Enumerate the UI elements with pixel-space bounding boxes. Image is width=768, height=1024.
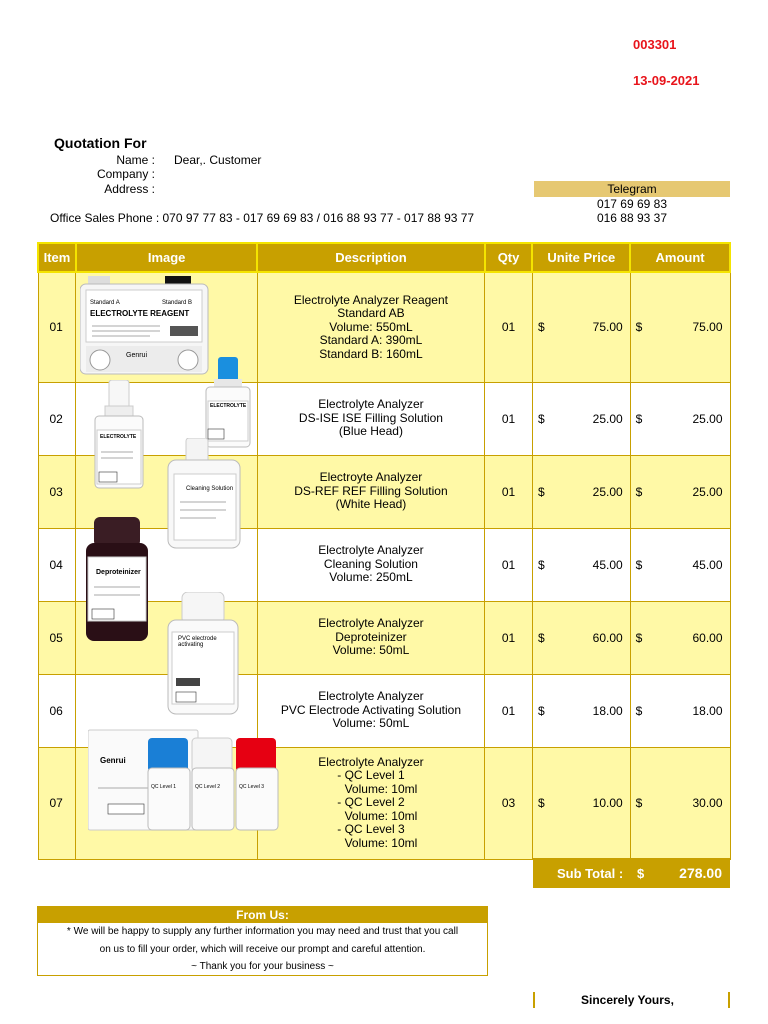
description-line: Volume: 10ml <box>344 835 418 850</box>
address-label: Address : <box>104 182 155 196</box>
description-line: Volume: 550mL <box>329 319 413 334</box>
currency-symbol: $ <box>537 703 545 718</box>
description-line: Electroyte Analyzer <box>319 470 423 485</box>
qty-cell: 03 <box>485 747 533 859</box>
unit-price: 10.00 <box>592 796 623 810</box>
currency-symbol: $ <box>537 484 545 499</box>
reagent-brand-label: Genrui <box>126 352 148 359</box>
product-image-cleaning-solution <box>166 438 242 550</box>
description-cell <box>257 382 484 455</box>
unit-price-cell <box>532 455 630 528</box>
item-number: 02 <box>38 382 76 455</box>
description-line: Deproteinizer <box>335 629 407 644</box>
description-line: DS-REF REF Filling Solution <box>294 483 448 498</box>
header-item: Item <box>38 243 76 272</box>
amount: 30.00 <box>692 796 723 810</box>
unit-price-cell <box>532 272 630 382</box>
qc-level-1-label: QC Level 1 <box>151 784 177 790</box>
header-qty: Qty <box>485 243 533 272</box>
qc-level-3-label: QC Level 3 <box>239 784 265 790</box>
description-line: - QC Level 3 <box>337 822 405 837</box>
unit-price: 60.00 <box>592 630 623 645</box>
unit-price: 25.00 <box>592 411 623 426</box>
currency-symbol: $ <box>537 320 545 335</box>
ise-label: ELECTROLYTE <box>210 403 247 409</box>
description-line: Electrolyte Analyzer <box>318 754 424 769</box>
unit-price-cell <box>532 747 630 859</box>
item-number: 04 <box>38 528 76 601</box>
amount-cell <box>630 674 730 747</box>
unit-price: 45.00 <box>592 557 623 572</box>
description-cell <box>257 272 484 382</box>
description-cell <box>257 674 484 747</box>
description-line: - QC Level 2 <box>337 795 405 810</box>
description-line: DS-ISE ISE Filling Solution <box>298 410 443 425</box>
subtotal-currency: $ <box>637 866 645 881</box>
description-cell <box>257 455 484 528</box>
subtotal-value: 278.00 <box>679 865 722 881</box>
description-line: (White Head) <box>335 497 407 512</box>
unit-price: 25.00 <box>592 484 623 499</box>
description-line: Electrolyte Analyzer <box>318 397 424 412</box>
description-line: Volume: 10ml <box>344 781 418 796</box>
amount-cell <box>630 601 730 674</box>
currency-symbol: $ <box>537 796 545 810</box>
currency-symbol: $ <box>635 630 643 645</box>
qc-brand-label: Genrui <box>100 756 126 765</box>
amount-cell <box>630 272 730 382</box>
signoff-divider-left <box>533 992 535 1008</box>
item-number: 05 <box>38 601 76 674</box>
description-line: Volume: 50mL <box>332 716 410 731</box>
reagent-std-a-label: Standard A <box>90 300 120 306</box>
unit-price-cell <box>532 382 630 455</box>
telegram-number-2: 016 88 93 37 <box>596 211 668 225</box>
item-number: 06 <box>38 674 76 747</box>
item-number: 03 <box>38 455 76 528</box>
unit-price-cell <box>532 601 630 674</box>
currency-symbol: $ <box>537 557 545 572</box>
cleaning-label: Cleaning Solution <box>186 486 234 492</box>
header-amount: Amount <box>630 243 730 272</box>
amount-cell <box>630 455 730 528</box>
amount-cell <box>630 528 730 601</box>
description-cell <box>257 601 484 674</box>
description-line: (Blue Head) <box>338 424 403 439</box>
qty-cell: 01 <box>485 601 533 674</box>
description-line: Standard AB <box>337 306 405 320</box>
currency-symbol: $ <box>635 557 643 572</box>
currency-symbol: $ <box>635 484 643 499</box>
product-image-deproteinizer <box>84 517 150 643</box>
description-cell <box>257 528 484 601</box>
signoff-divider-right <box>728 992 730 1008</box>
amount: 75.00 <box>692 320 723 335</box>
telegram-label: Telegram <box>534 181 730 197</box>
qty-cell: 01 <box>485 455 533 528</box>
table-header-row <box>38 243 730 272</box>
header-unit-price: Unite Price <box>532 243 630 272</box>
description-line: Electrolyte Analyzer <box>318 689 424 704</box>
reagent-title-label: ELECTROLYTE REAGENT <box>90 309 190 318</box>
description-line: Volume: 250mL <box>329 570 413 585</box>
description-line: Standard A: 390mL <box>319 333 423 347</box>
description-line: Volume: 10ml <box>344 808 418 823</box>
unit-price-cell <box>532 674 630 747</box>
reagent-std-b-label: Standard B <box>162 300 193 306</box>
description-line: Volume: 50mL <box>332 643 410 658</box>
from-us-line: * We will be happy to supply any further information you may need and trust that you call <box>66 926 459 937</box>
qty-cell: 01 <box>485 528 533 601</box>
description-line: Electrolyte Analyzer Reagent <box>293 292 448 307</box>
description-line: Electrolyte Analyzer <box>318 616 424 631</box>
unit-price-cell <box>532 528 630 601</box>
amount: 60.00 <box>692 630 723 645</box>
amount: 45.00 <box>692 557 723 572</box>
from-us-line: ~ Thank you for your business ~ <box>191 961 334 972</box>
quote-date: 13-09-2021 <box>633 73 700 88</box>
currency-symbol: $ <box>537 411 545 426</box>
currency-symbol: $ <box>635 703 643 718</box>
name-value: Dear,. Customer <box>174 153 262 167</box>
description-cell <box>257 747 484 859</box>
from-us-box <box>37 906 488 976</box>
item-number: 01 <box>38 272 76 382</box>
company-label: Company : <box>96 167 155 181</box>
description-line: Cleaning Solution <box>323 556 418 571</box>
currency-symbol: $ <box>537 630 545 645</box>
unit-price: 18.00 <box>592 703 623 718</box>
qc-level-2-label: QC Level 2 <box>195 784 221 790</box>
header-image: Image <box>76 243 257 272</box>
product-image-ise-solution <box>204 357 252 449</box>
amount: 18.00 <box>692 703 723 718</box>
header-description: Description <box>257 243 484 272</box>
qty-cell: 01 <box>485 382 533 455</box>
product-image-ref-solution <box>93 380 145 490</box>
description-line: PVC Electrode Activating Solution <box>280 702 461 717</box>
deproteinizer-label: Deproteinizer <box>96 569 141 576</box>
description-line: Standard B: 160mL <box>319 346 423 361</box>
from-us-line: on us to fill your order, which will receive our prompt and careful attention. <box>99 943 426 955</box>
amount-cell <box>630 747 730 859</box>
signoff-text: Sincerely Yours, <box>581 993 674 1007</box>
description-line: Electrolyte Analyzer <box>318 543 424 558</box>
ref-label: ELECTROLYTE <box>100 434 137 440</box>
subtotal-label: Sub Total : <box>557 866 624 881</box>
description-line: - QC Level 1 <box>337 768 405 783</box>
product-image-pvc-solution <box>166 592 240 716</box>
quote-number: 003301 <box>633 37 677 52</box>
amount: 25.00 <box>692 411 723 426</box>
currency-symbol: $ <box>635 320 643 335</box>
currency-symbol: $ <box>635 796 643 810</box>
quotation-title: Quotation For <box>54 135 147 151</box>
amount: 25.00 <box>692 484 723 499</box>
telegram-number-1: 017 69 69 83 <box>596 197 668 211</box>
amount-cell <box>630 382 730 455</box>
unit-price: 75.00 <box>592 320 623 335</box>
subtotal-box <box>533 858 730 888</box>
name-label: Name : <box>116 153 155 167</box>
from-us-title: From Us: <box>38 907 487 923</box>
qty-cell: 01 <box>485 272 533 382</box>
product-image-reagent <box>80 276 210 376</box>
currency-symbol: $ <box>635 411 643 426</box>
product-image-qc-set <box>88 726 280 838</box>
item-number: 07 <box>38 747 76 859</box>
office-phone: Office Sales Phone : 070 97 77 83 - 017 69 69 83 / 016 88 93 77 - 017 88 93 77 <box>50 211 475 225</box>
pvc-label: PVC electrode activating <box>178 636 217 648</box>
qty-cell: 01 <box>485 674 533 747</box>
